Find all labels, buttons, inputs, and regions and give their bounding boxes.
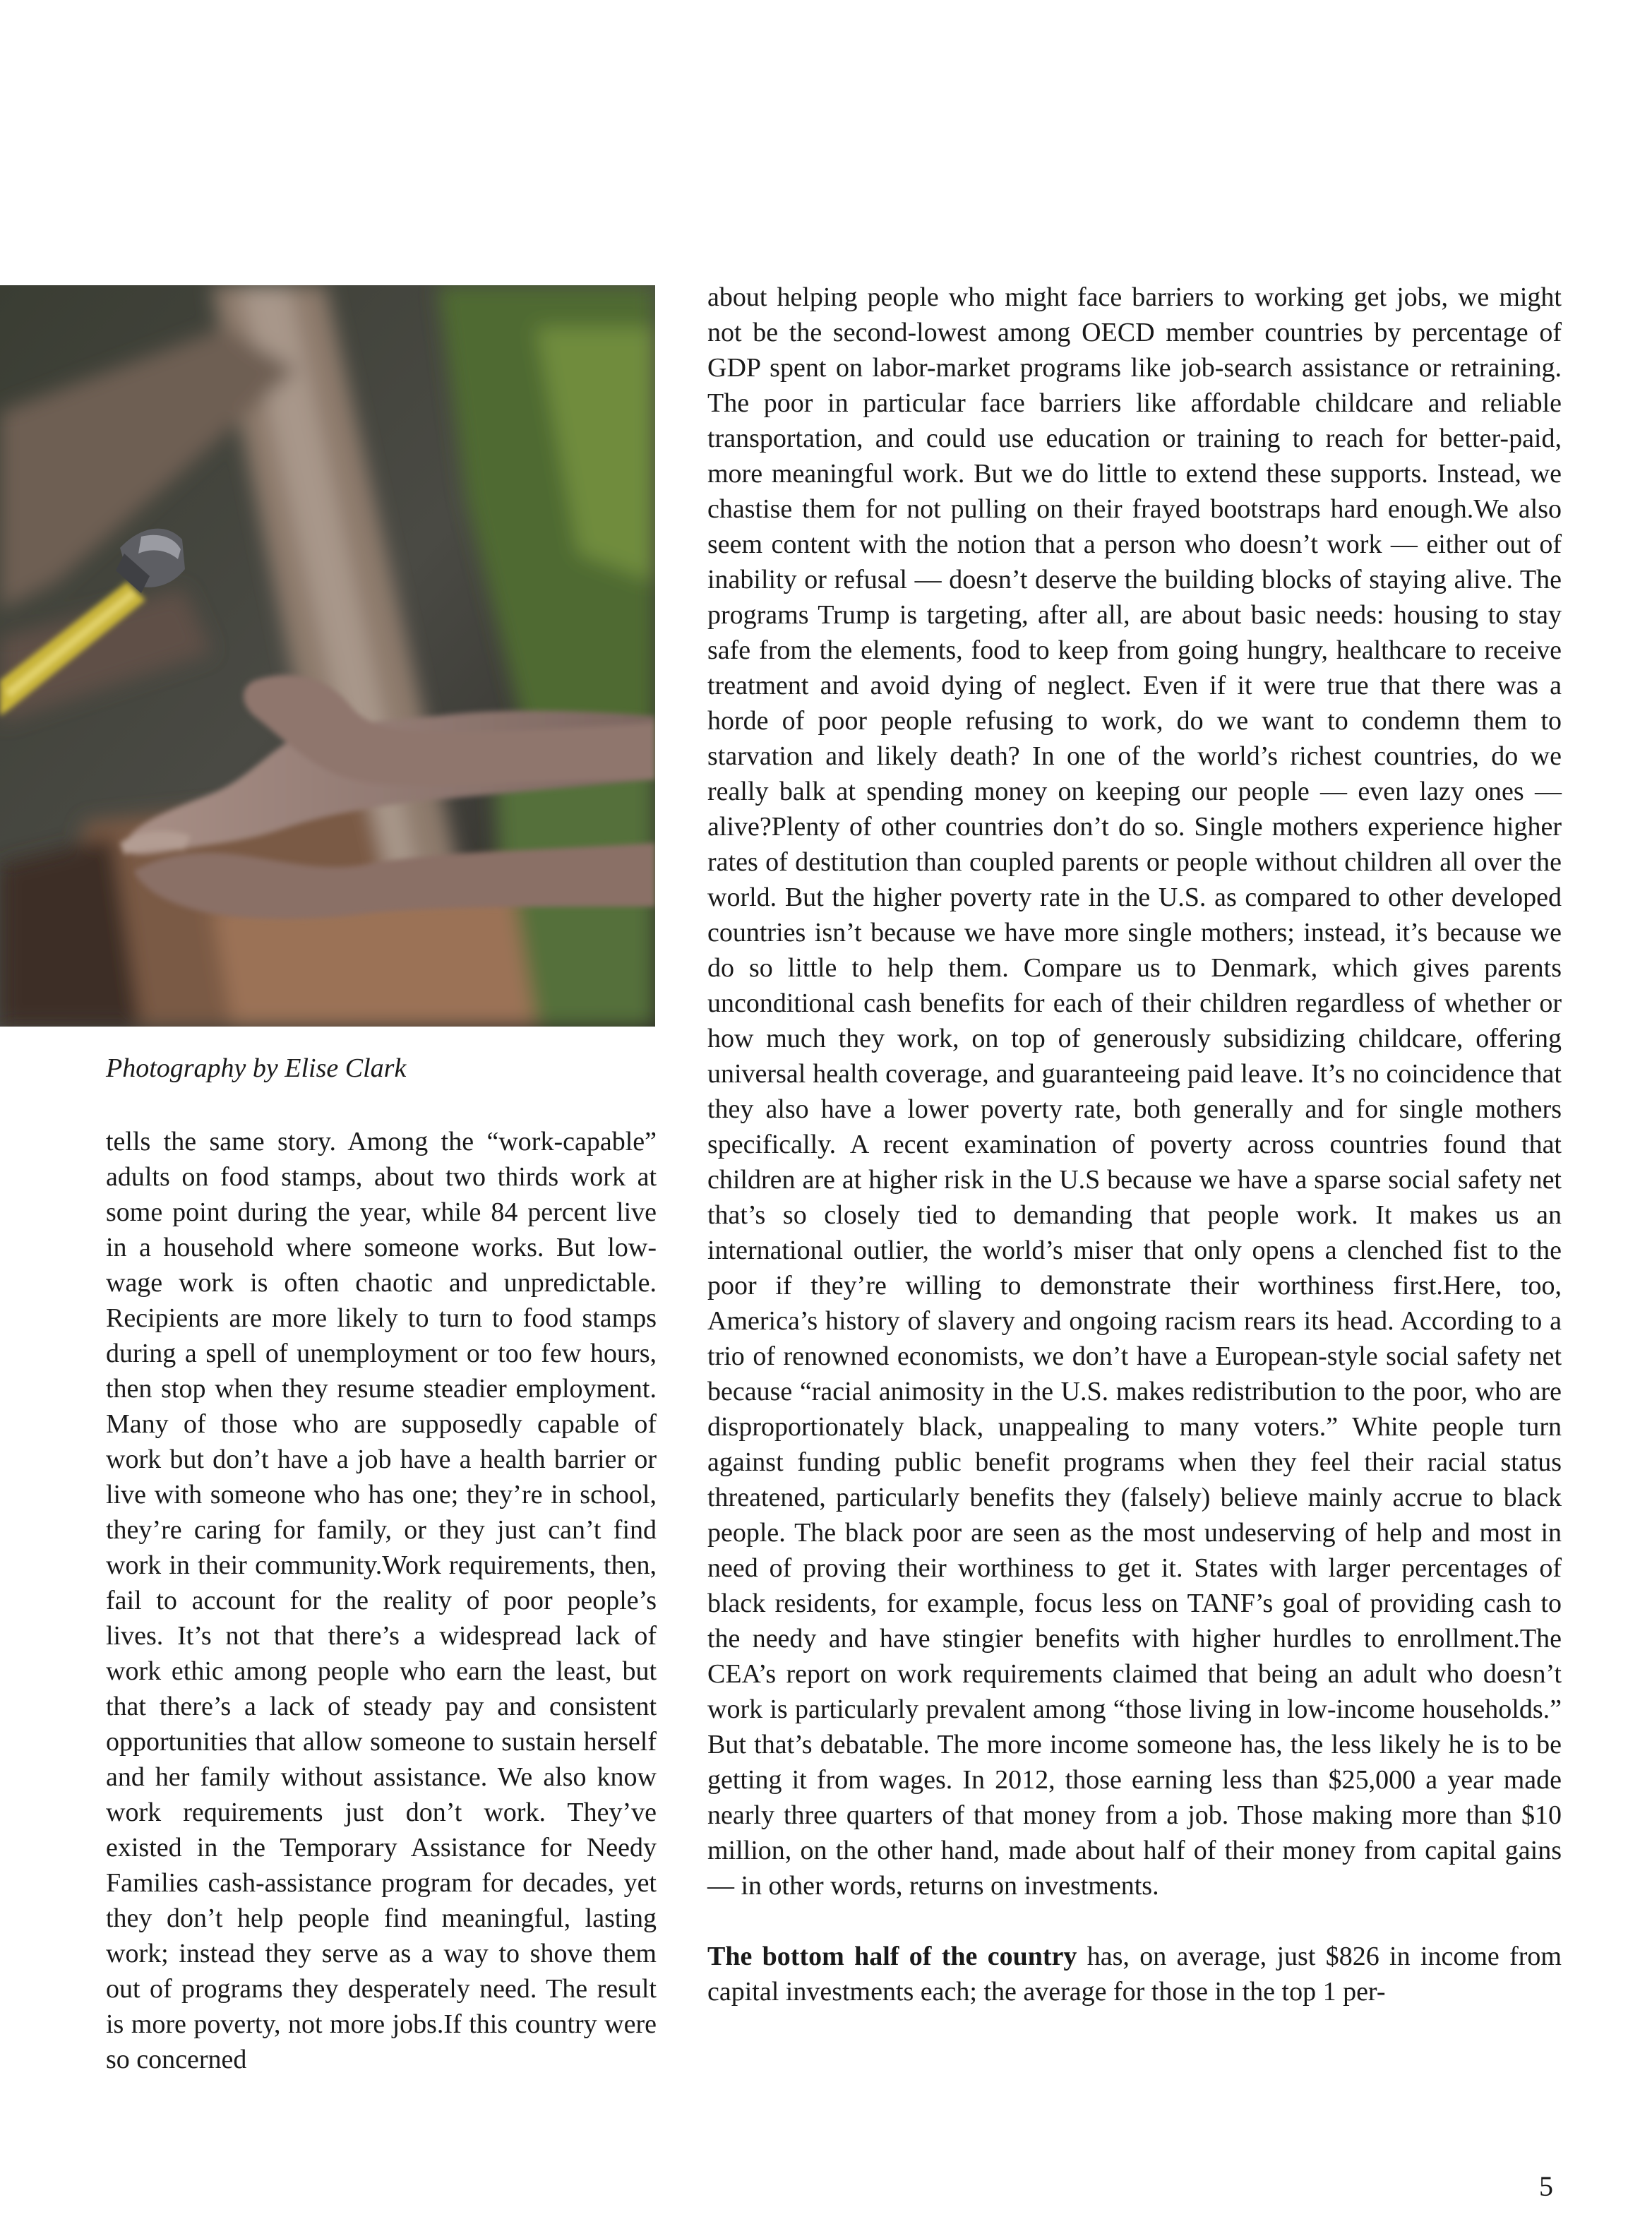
paragraph-text: has, on average, just $826 in income from capital investments each; the average for those in the top 1 per-: [707, 1942, 1562, 2007]
article-photo: [0, 285, 655, 1027]
final-paragraph: [707, 1939, 1562, 2009]
photo-caption: Photography by Elise Clark: [106, 1053, 407, 1083]
article-column-right: [707, 280, 1562, 2009]
right-column-text: about helping people who might face barriers to working get jobs, we might not be the second-lowest among OECD member countries by percentage of GDP spent on labor-market programs like job-search assistance or retraining. The poor in particular face barriers like affordable childcare and reliable transportation, and could use education or training to reach for better-paid, more meaningful work. But we do little to extend these supports. Instead, we chastise them for not pulling on their frayed bootstraps hard enough.We also seem content with the notion that a person who doesn’t work — either out of inability or refusal — doesn’t deserve the building blocks of staying alive. The programs Trump is targeting, after all, are about basic needs: housing to stay safe from the elements, food to keep from going hungry, healthcare to receive treatment and avoid dying of neglect. Even if it were true that there was a horde of poor people refusing to work, do we want to condemn them to starvation and likely death? In one of the world’s richest countries, do we really balk at spending money on keeping our people — even lazy ones — alive?Plenty of other countries don’t do so. Single mothers experience higher rates of destitution than coupled parents or people without children all over the world. But the higher poverty rate in the U.S. as compared to other developed countries isn’t because we have more single mothers; instead, it’s because we do so little to help them. Compare us to Denmark, which gives parents unconditional cash benefits for each of their children regardless of whether or how much they work, on top of generously subsidizing childcare, offering universal health coverage, and guaranteeing paid leave. It’s no coincidence that they also have a lower poverty rate, both generally and for single mothers specifically. A recent examination of poverty across countries found that children are at higher risk in the U.S because we have a sparse social safety net that’s so closely tied to demanding that people work. It makes us an international outlier, the world’s miser that only opens a clenched fist to the poor if they’re willing to demonstrate their worthiness first.Here, too, America’s history of slavery and ongoing racism rears its head. According to a trio of renowned economists, we don’t have a European-style social safety net because “racial animosity in the U.S. makes redistribution to the poor, who are disproportionately black, unappealing to many voters.” White people turn against funding public benefit programs when they feel their racial status threatened, particularly benefits they (falsely) believe mainly accrue to black people. The black poor are seen as the most undeserving of help and most in need of proving their worthiness to get it. States with larger percentages of black residents, for example, focus less on TANF’s goal of providing cash to the needy and have stingier benefits with higher hurdles to enrollment.The CEA’s report on work requirements claimed that being an adult who doesn’t work is particularly prevalent among “those living in low-income households.” But that’s debatable. The more income someone has, the less likely he is to be getting it from wages. In 2012, those earning less than $25,000 a year made nearly three quarters of that money from a job. Those making more than $10 million, on the other hand, made about half of their money from capital gains — in other words, returns on investments.: [707, 282, 1562, 1901]
page-number: 5: [1539, 2170, 1553, 2202]
hands-hammer-photo: [0, 285, 655, 1027]
paragraph-lead-in: The bottom half of the country: [707, 1942, 1077, 1971]
left-column-text: tells the same story. Among the “work-capable” adults on food stamps, about two thirds work at some point during the year, while 84 percent live in a household where someone works. But low-wage work is often chaotic and unpredictable. Recipients are more likely to turn to food stamps during a spell of unemployment or too few hours, then stop when they resume steadier employment. Many of those who are supposedly capable of work but don’t have a job have a health barrier or live with someone who has one; they’re in school, they’re caring for family, or they just can’t find work in their community.Work requirements, then, fail to account for the reality of poor people’s lives. It’s not that there’s a widespread lack of work ethic among people who earn the least, but that there’s a lack of steady pay and consistent opportunities that allow someone to sustain herself and her family without assistance. We also know work requirements just don’t work. They’ve existed in the Temporary Assistance for Needy Families cash-assistance program for decades, yet they don’t help people find meaningful, lasting work; instead they serve as a way to shove them out of programs they desperately need. The result is more poverty, not more jobs.If this country were so concerned: [106, 1127, 657, 2074]
article-column-left: [106, 1124, 657, 2077]
